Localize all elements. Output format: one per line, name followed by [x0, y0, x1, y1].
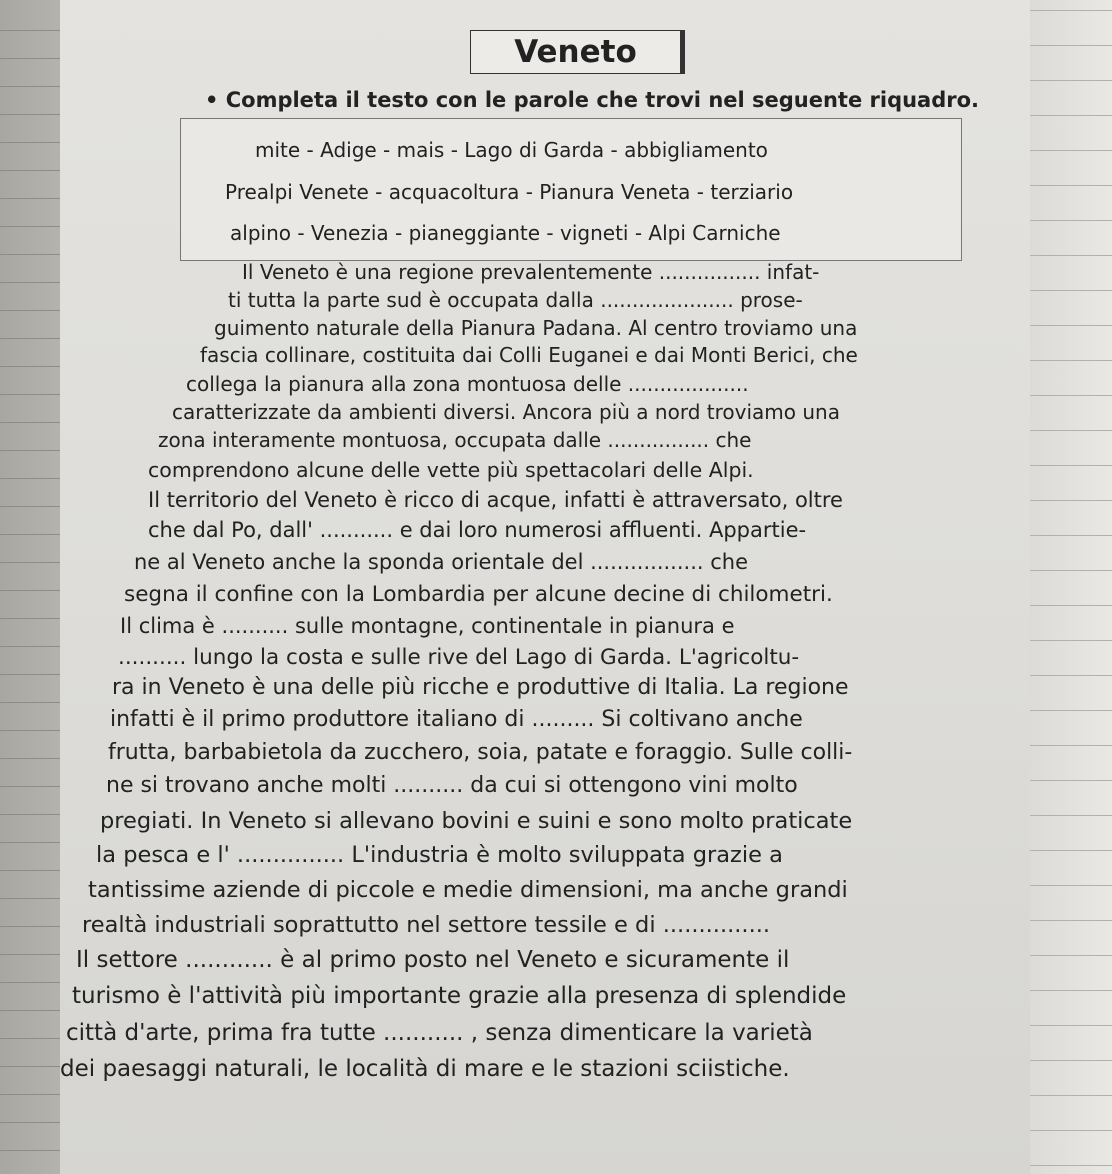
- word-bank-line: Prealpi Venete - acquacoltura - Pianura Veneta - terziario: [225, 180, 794, 204]
- text-line: fascia collinare, costituita dai Colli Euganei e dai Monti Berici, che: [200, 343, 858, 367]
- text-line: segna il confine con la Lombardia per alcune decine di chilometri.: [124, 582, 833, 607]
- text-line: zona interamente montuosa, occupata dalle ................ che: [158, 428, 752, 452]
- text-line: pregiati. In Veneto si allevano bovini e suini e sono molto praticate: [100, 808, 853, 834]
- text-line: infatti è il primo produttore italiano di ......... Si coltivano anche: [110, 707, 803, 732]
- word-bank-line: alpino - Venezia - pianeggiante - vigneti - Alpi Carniche: [230, 221, 781, 245]
- text-line: città d'arte, prima fra tutte ........... , senza dimenticare la varietà: [66, 1020, 813, 1046]
- text-line: turismo è l'attività più importante grazie alla presenza di splendide: [72, 983, 847, 1009]
- text-line: che dal Po, dall' ........... e dai loro numerosi affluenti. Appartie-: [148, 518, 807, 542]
- word-bank-line: mite - Adige - mais - Lago di Garda - abbigliamento: [255, 138, 768, 162]
- text-line: tantissime aziende di piccole e medie dimensioni, ma anche grandi: [88, 877, 848, 903]
- text-line: dei paesaggi naturali, le località di mare e le stazioni sciistiche.: [60, 1056, 790, 1082]
- text-line: guimento naturale della Pianura Padana. Al centro troviamo una: [214, 316, 858, 340]
- text-line: ra in Veneto è una delle più ricche e produttive di Italia. La regione: [112, 675, 849, 700]
- title-box: [470, 30, 685, 74]
- text-line: .......... lungo la costa e sulle rive del Lago di Garda. L'agricoltu-: [118, 645, 800, 670]
- text-line: Il settore ............ è al primo posto nel Veneto e sicuramente il: [76, 947, 790, 973]
- text-line: ti tutta la parte sud è occupata dalla ..................... prose-: [228, 288, 803, 312]
- text-line: realtà industriali soprattutto nel settore tessile e di ...............: [82, 912, 771, 938]
- text-line: ne al Veneto anche la sponda orientale del ................. che: [134, 550, 749, 574]
- text-line: frutta, barbabietola da zucchero, soia, patate e foraggio. Sulle colli-: [108, 740, 853, 765]
- text-line: caratterizzate da ambienti diversi. Ancora più a nord troviamo una: [172, 400, 840, 424]
- instruction-text: • Completa il testo con le parole che trovi nel seguente riquadro.: [205, 88, 980, 112]
- text-line: Il clima è .......... sulle montagne, continentale in pianura e: [120, 614, 735, 638]
- text-line: Il territorio del Veneto è ricco di acque, infatti è attraversato, oltre: [148, 488, 843, 512]
- text-line: la pesca e l' ............... L'industria è molto sviluppata grazie a: [96, 842, 783, 868]
- text-line: comprendono alcune delle vette più spettacolari delle Alpi.: [148, 458, 754, 482]
- notebook-right-margin: [1030, 0, 1112, 1174]
- text-line: Il Veneto è una regione prevalentemente ................ infat-: [242, 260, 820, 284]
- page-title: Veneto: [514, 34, 637, 70]
- text-line: ne si trovano anche molti .......... da cui si ottengono vini molto: [106, 773, 798, 798]
- text-line: collega la pianura alla zona montuosa delle ...................: [186, 372, 749, 396]
